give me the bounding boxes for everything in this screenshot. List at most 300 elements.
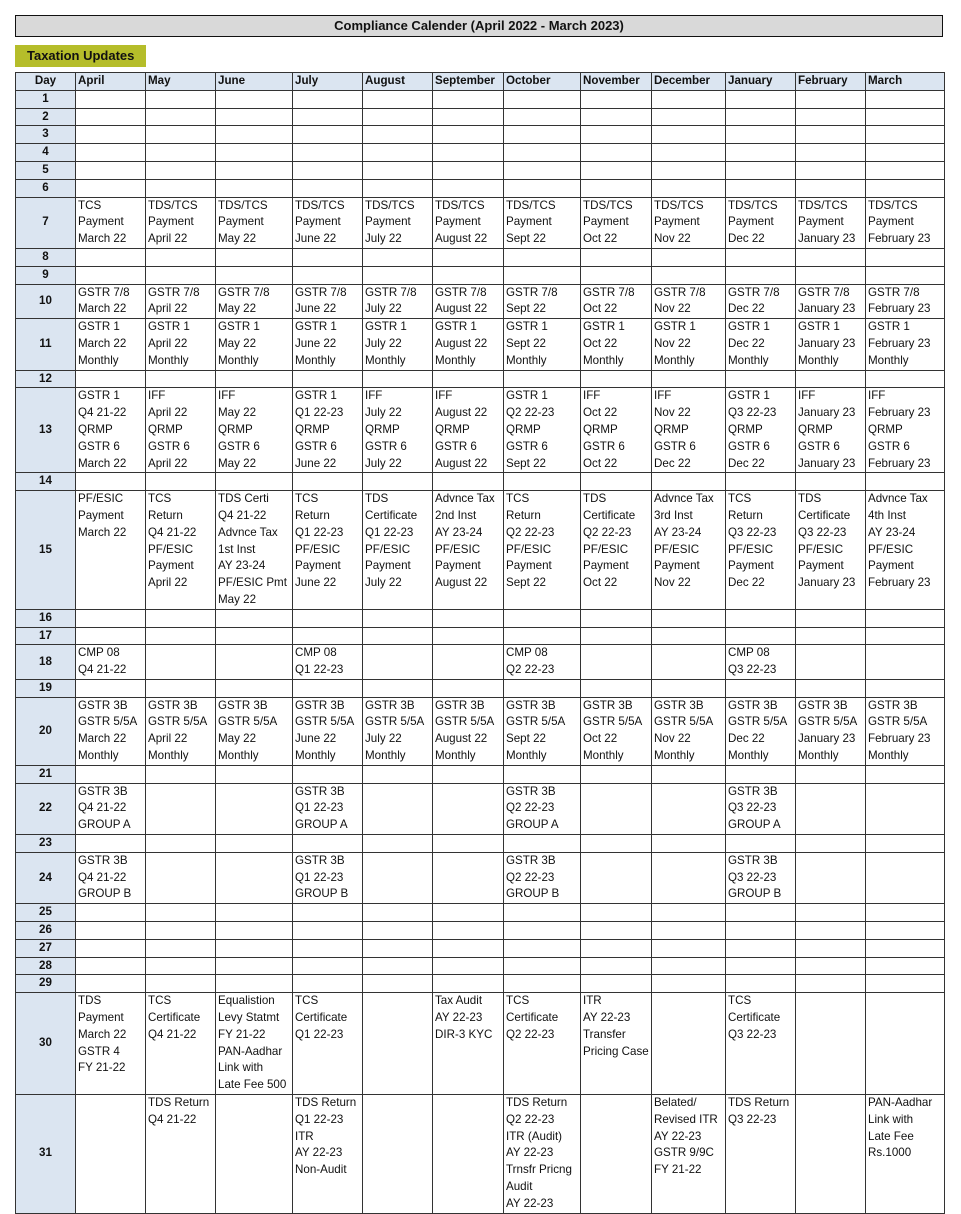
column-header-day: Day — [16, 73, 76, 91]
cell-text: August 22 — [435, 732, 488, 746]
calendar-cell — [866, 319, 945, 370]
cell-text: IFF — [148, 389, 166, 403]
day-number: 21 — [16, 765, 76, 783]
day-number: 28 — [16, 957, 76, 975]
cell-text: Monthly — [728, 353, 769, 367]
calendar-cell — [796, 922, 866, 940]
calendar-cell — [726, 473, 796, 491]
calendar-cell — [581, 904, 652, 922]
calendar-cell — [504, 922, 581, 940]
cell-text: GSTR 6 — [506, 439, 548, 453]
cell-text: Monthly — [218, 353, 259, 367]
cell-text: Q2 22-23 — [506, 1112, 555, 1126]
calendar-cell — [216, 491, 293, 610]
cell-text: Nov 22 — [654, 336, 691, 350]
calendar-cell — [652, 627, 726, 645]
calendar-cell — [866, 161, 945, 179]
cell-text: Monthly — [506, 353, 547, 367]
calendar-cell — [293, 765, 363, 783]
calendar-cell — [504, 957, 581, 975]
calendar-cell — [504, 90, 581, 108]
column-header-month: September — [433, 73, 504, 91]
cell-text: Q3 22-23 — [728, 801, 777, 815]
calendar-cell — [866, 765, 945, 783]
cell-text: ITR — [583, 994, 602, 1008]
cell-text: Payment — [798, 559, 844, 573]
calendar-cell — [726, 319, 796, 370]
calendar-cell — [146, 993, 216, 1095]
cell-text: GSTR 7/8 — [583, 285, 635, 299]
cell-text: April 22 — [148, 406, 188, 420]
calendar-cell — [796, 126, 866, 144]
calendar-cell — [433, 108, 504, 126]
calendar-cell — [293, 904, 363, 922]
cell-text: PF/ESIC Pmt — [218, 576, 287, 590]
cell-text: GROUP B — [728, 887, 782, 901]
cell-text: Levy Statmt — [218, 1011, 280, 1025]
calendar-cell — [796, 957, 866, 975]
calendar-cell — [726, 957, 796, 975]
calendar-cell — [504, 266, 581, 284]
cell-text: Advnce Tax — [218, 525, 278, 539]
cell-text: FY 21-22 — [78, 1061, 126, 1075]
calendar-row — [16, 679, 945, 697]
calendar-cell — [363, 939, 433, 957]
cell-text: Q3 22-23 — [728, 870, 777, 884]
calendar-cell — [796, 627, 866, 645]
calendar-cell — [76, 765, 146, 783]
calendar-cell — [293, 975, 363, 993]
calendar-cell — [726, 645, 796, 680]
calendar-cell — [76, 939, 146, 957]
calendar-cell — [504, 783, 581, 834]
calendar-cell — [796, 319, 866, 370]
cell-text: Dec 22 — [728, 456, 765, 470]
cell-text: January 23 — [798, 732, 856, 746]
cell-text: TDS/TCS — [365, 198, 415, 212]
cell-text: Monthly — [148, 353, 189, 367]
calendar-cell — [76, 370, 146, 388]
calendar-cell — [146, 1095, 216, 1214]
calendar-cell — [866, 1095, 945, 1214]
calendar-cell — [726, 904, 796, 922]
calendar-cell — [652, 319, 726, 370]
cell-text: GSTR 1 — [78, 320, 120, 334]
cell-text: Payment — [78, 215, 124, 229]
cell-text: GSTR 5/5A — [506, 715, 566, 729]
calendar-cell — [433, 473, 504, 491]
calendar-cell — [652, 144, 726, 162]
calendar-cell — [363, 319, 433, 370]
cell-text: March 22 — [78, 732, 127, 746]
calendar-cell — [581, 765, 652, 783]
calendar-cell — [216, 108, 293, 126]
calendar-cell — [652, 975, 726, 993]
calendar-cell — [866, 904, 945, 922]
calendar-cell — [866, 144, 945, 162]
calendar-cell — [726, 1095, 796, 1214]
cell-text: GSTR 5/5A — [868, 715, 928, 729]
calendar-cell — [146, 126, 216, 144]
calendar-cell — [293, 627, 363, 645]
cell-text: Monthly — [365, 353, 406, 367]
cell-text: GSTR 6 — [583, 439, 625, 453]
calendar-cell — [363, 144, 433, 162]
calendar-row — [16, 783, 945, 834]
cell-text: Equalistion — [218, 994, 275, 1008]
column-header-month: May — [146, 73, 216, 91]
calendar-cell — [796, 179, 866, 197]
calendar-cell — [363, 197, 433, 248]
calendar-cell — [726, 852, 796, 903]
calendar-cell — [363, 852, 433, 903]
calendar-cell — [726, 697, 796, 765]
calendar-cell — [433, 179, 504, 197]
calendar-cell — [293, 266, 363, 284]
calendar-cell — [76, 473, 146, 491]
calendar-cell — [581, 144, 652, 162]
cell-text: GSTR 3B — [78, 698, 128, 712]
calendar-cell — [796, 197, 866, 248]
calendar-cell — [504, 248, 581, 266]
cell-text: QRMP — [78, 422, 113, 436]
column-header-month: April — [76, 73, 146, 91]
cell-text: GSTR 3B — [506, 784, 556, 798]
cell-text: Q1 22-23 — [295, 525, 344, 539]
calendar-row — [16, 126, 945, 144]
cell-text: GSTR 7/8 — [506, 285, 558, 299]
cell-text: PAN-Aadhar — [868, 1096, 933, 1110]
calendar-cell — [293, 90, 363, 108]
calendar-cell — [146, 627, 216, 645]
cell-text: AY 22-23 — [295, 1146, 343, 1160]
calendar-cell — [146, 248, 216, 266]
cell-text: GSTR 3B — [148, 698, 198, 712]
cell-text: GSTR 1 — [506, 320, 548, 334]
day-number: 3 — [16, 126, 76, 144]
cell-text: Payment — [728, 559, 774, 573]
compliance-calendar-table — [15, 72, 945, 1214]
cell-text: GSTR 1 — [295, 389, 337, 403]
cell-text: June 22 — [295, 576, 337, 590]
cell-text: GSTR 7/8 — [148, 285, 200, 299]
calendar-cell — [216, 904, 293, 922]
cell-text: GSTR 5/5A — [435, 715, 495, 729]
cell-text: March 22 — [78, 232, 127, 246]
calendar-cell — [146, 197, 216, 248]
calendar-cell — [363, 922, 433, 940]
calendar-cell — [363, 1095, 433, 1214]
calendar-cell — [363, 993, 433, 1095]
calendar-cell — [433, 852, 504, 903]
cell-text: Dec 22 — [728, 232, 765, 246]
calendar-cell — [726, 922, 796, 940]
cell-text: April 22 — [148, 456, 188, 470]
cell-text: AY 23-24 — [654, 525, 702, 539]
calendar-cell — [216, 939, 293, 957]
cell-text: QRMP — [365, 422, 400, 436]
cell-text: Monthly — [728, 749, 769, 763]
calendar-cell — [216, 835, 293, 853]
calendar-cell — [866, 783, 945, 834]
day-number: 27 — [16, 939, 76, 957]
calendar-cell — [216, 1095, 293, 1214]
cell-text: TCS — [148, 994, 172, 1008]
calendar-cell — [363, 975, 433, 993]
cell-text: GSTR 1 — [218, 320, 260, 334]
cell-text: TDS/TCS — [435, 198, 485, 212]
calendar-cell — [581, 473, 652, 491]
calendar-cell — [866, 126, 945, 144]
cell-text: Payment — [583, 215, 629, 229]
calendar-cell — [866, 491, 945, 610]
cell-text: GSTR 1 — [728, 320, 770, 334]
cell-text: IFF — [365, 389, 383, 403]
cell-text: GSTR 3B — [506, 698, 556, 712]
cell-text: QRMP — [218, 422, 253, 436]
cell-text: January 23 — [798, 336, 856, 350]
calendar-cell — [76, 161, 146, 179]
calendar-cell — [76, 852, 146, 903]
cell-text: Payment — [435, 559, 481, 573]
cell-text: Q4 21-22 — [78, 406, 127, 420]
calendar-cell — [726, 284, 796, 319]
calendar-cell — [866, 957, 945, 975]
cell-text: GSTR 1 — [583, 320, 625, 334]
calendar-cell — [581, 645, 652, 680]
cell-text: ITR — [295, 1129, 314, 1143]
calendar-cell — [796, 975, 866, 993]
cell-text: Payment — [435, 215, 481, 229]
calendar-cell — [504, 765, 581, 783]
cell-text: June 22 — [295, 232, 337, 246]
calendar-cell — [293, 108, 363, 126]
cell-text: April 22 — [148, 576, 188, 590]
calendar-row — [16, 179, 945, 197]
calendar-row — [16, 852, 945, 903]
calendar-row — [16, 609, 945, 627]
calendar-cell — [581, 922, 652, 940]
calendar-cell — [146, 765, 216, 783]
cell-text: IFF — [218, 389, 236, 403]
calendar-cell — [504, 835, 581, 853]
calendar-cell — [146, 284, 216, 319]
cell-text: Nov 22 — [654, 302, 691, 316]
cell-text: GSTR 5/5A — [728, 715, 788, 729]
cell-text: QRMP — [868, 422, 903, 436]
cell-text: Monthly — [148, 749, 189, 763]
cell-text: Payment — [506, 215, 552, 229]
calendar-cell — [76, 491, 146, 610]
cell-text: Monthly — [506, 749, 547, 763]
calendar-cell — [433, 765, 504, 783]
calendar-cell — [581, 161, 652, 179]
cell-text: Q2 22-23 — [506, 406, 555, 420]
cell-text: GSTR 5/5A — [78, 715, 138, 729]
calendar-cell — [866, 473, 945, 491]
cell-text: PF/ESIC — [148, 542, 194, 556]
cell-text: GSTR 6 — [728, 439, 770, 453]
calendar-cell — [363, 108, 433, 126]
cell-text: QRMP — [798, 422, 833, 436]
cell-text: April 22 — [148, 232, 188, 246]
day-number: 19 — [16, 679, 76, 697]
calendar-cell — [293, 284, 363, 319]
column-header-month: June — [216, 73, 293, 91]
cell-text: Dec 22 — [654, 456, 691, 470]
cell-text: Monthly — [218, 749, 259, 763]
calendar-cell — [652, 108, 726, 126]
calendar-cell — [216, 679, 293, 697]
cell-text: QRMP — [295, 422, 330, 436]
calendar-cell — [293, 161, 363, 179]
calendar-cell — [504, 197, 581, 248]
column-header-month: July — [293, 73, 363, 91]
cell-text: June 22 — [295, 732, 337, 746]
calendar-cell — [866, 922, 945, 940]
calendar-cell — [581, 319, 652, 370]
calendar-row — [16, 370, 945, 388]
cell-text: March 22 — [78, 336, 127, 350]
cell-text: Monthly — [798, 749, 839, 763]
cell-text: CMP 08 — [506, 646, 548, 660]
calendar-cell — [216, 197, 293, 248]
cell-text: GSTR 1 — [798, 320, 840, 334]
calendar-cell — [581, 370, 652, 388]
cell-text: Certificate — [295, 1011, 348, 1025]
calendar-cell — [76, 645, 146, 680]
calendar-cell — [652, 388, 726, 473]
cell-text: April 22 — [148, 302, 188, 316]
day-number: 12 — [16, 370, 76, 388]
day-number: 15 — [16, 491, 76, 610]
cell-text: Return — [148, 508, 183, 522]
calendar-row — [16, 144, 945, 162]
calendar-cell — [504, 939, 581, 957]
cell-text: Q1 22-23 — [295, 663, 344, 677]
cell-text: Certificate — [506, 1011, 559, 1025]
cell-text: GSTR 3B — [798, 698, 848, 712]
cell-text: ITR (Audit) — [506, 1129, 563, 1143]
cell-text: AY 23-24 — [868, 525, 916, 539]
cell-text: Q4 21-22 — [148, 1027, 197, 1041]
cell-text: August 22 — [435, 576, 488, 590]
calendar-cell — [216, 370, 293, 388]
cell-text: Payment — [868, 559, 914, 573]
calendar-cell — [726, 627, 796, 645]
calendar-cell — [216, 975, 293, 993]
calendar-cell — [652, 922, 726, 940]
calendar-cell — [866, 993, 945, 1095]
cell-text: Monthly — [583, 353, 624, 367]
cell-text: AY 23-24 — [435, 525, 483, 539]
cell-text: Payment — [583, 559, 629, 573]
cell-text: Nov 22 — [654, 576, 691, 590]
calendar-cell — [652, 179, 726, 197]
cell-text: Return — [295, 508, 330, 522]
calendar-row — [16, 161, 945, 179]
calendar-cell — [652, 697, 726, 765]
calendar-cell — [363, 90, 433, 108]
calendar-cell — [652, 90, 726, 108]
calendar-cell — [581, 609, 652, 627]
cell-text: IFF — [435, 389, 453, 403]
calendar-cell — [293, 957, 363, 975]
cell-text: Return — [506, 508, 541, 522]
cell-text: Sept 22 — [506, 456, 546, 470]
calendar-cell — [504, 993, 581, 1095]
column-header-month: December — [652, 73, 726, 91]
cell-text: Q3 22-23 — [728, 406, 777, 420]
calendar-cell — [581, 1095, 652, 1214]
calendar-cell — [216, 179, 293, 197]
calendar-cell — [216, 126, 293, 144]
column-header-month: November — [581, 73, 652, 91]
calendar-cell — [504, 491, 581, 610]
calendar-cell — [76, 284, 146, 319]
calendar-cell — [796, 904, 866, 922]
calendar-cell — [293, 609, 363, 627]
cell-text: Sept 22 — [506, 576, 546, 590]
cell-text: June 22 — [295, 336, 337, 350]
calendar-cell — [146, 144, 216, 162]
calendar-cell — [216, 765, 293, 783]
cell-text: GSTR 3B — [435, 698, 485, 712]
calendar-cell — [216, 284, 293, 319]
calendar-cell — [433, 609, 504, 627]
calendar-cell — [726, 783, 796, 834]
calendar-cell — [363, 627, 433, 645]
cell-text: TDS/TCS — [218, 198, 268, 212]
calendar-cell — [76, 388, 146, 473]
calendar-cell — [581, 90, 652, 108]
calendar-cell — [726, 765, 796, 783]
cell-text: GSTR 3B — [78, 853, 128, 867]
calendar-cell — [652, 939, 726, 957]
cell-text: Nov 22 — [654, 232, 691, 246]
calendar-cell — [216, 90, 293, 108]
calendar-cell — [216, 645, 293, 680]
cell-text: AY 22-23 — [506, 1196, 554, 1210]
calendar-cell — [796, 473, 866, 491]
cell-text: Rs.1000 — [868, 1146, 912, 1160]
cell-text: Payment — [295, 215, 341, 229]
cell-text: GSTR 7/8 — [365, 285, 417, 299]
calendar-cell — [146, 679, 216, 697]
cell-text: Q1 22-23 — [295, 801, 344, 815]
cell-text: TCS — [506, 492, 530, 506]
calendar-cell — [293, 319, 363, 370]
calendar-cell — [796, 388, 866, 473]
cell-text: Payment — [365, 215, 411, 229]
calendar-cell — [652, 473, 726, 491]
cell-text: Certificate — [798, 508, 851, 522]
calendar-cell — [504, 852, 581, 903]
day-number: 4 — [16, 144, 76, 162]
cell-text: GSTR 5/5A — [583, 715, 643, 729]
cell-text: Payment — [365, 559, 411, 573]
cell-text: Payment — [506, 559, 552, 573]
calendar-cell — [216, 609, 293, 627]
cell-text: June 22 — [295, 302, 337, 316]
calendar-cell — [504, 179, 581, 197]
cell-text: PF/ESIC — [506, 542, 552, 556]
cell-text: TDS Return — [295, 1096, 357, 1110]
cell-text: GSTR 3B — [868, 698, 918, 712]
calendar-cell — [146, 835, 216, 853]
calendar-cell — [796, 90, 866, 108]
cell-text: Monthly — [868, 749, 909, 763]
